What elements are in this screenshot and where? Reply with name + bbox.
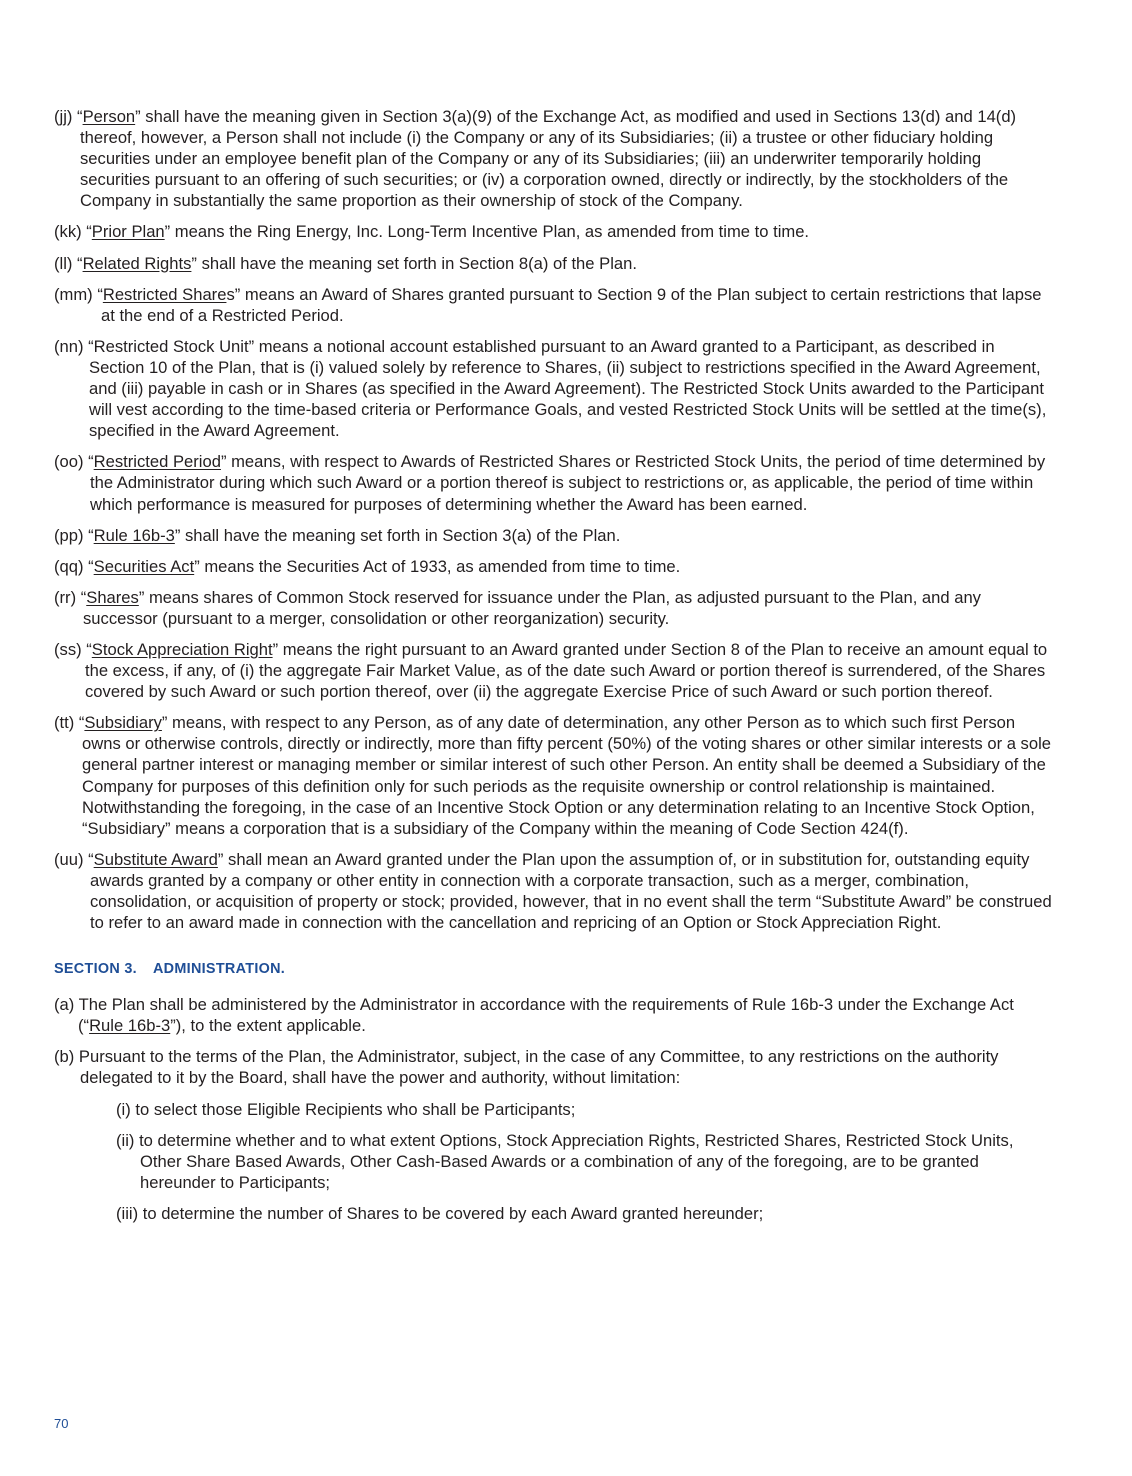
item-label: (b) bbox=[54, 1047, 75, 1067]
defined-term: Shares bbox=[86, 587, 139, 607]
item-label: (pp) bbox=[54, 525, 84, 545]
defined-term: Securities Act bbox=[93, 556, 195, 576]
defined-term: Prior Plan bbox=[91, 222, 165, 242]
defined-term: Rule 16b-3 bbox=[93, 525, 175, 545]
definition-securities-act: (qq) “Securities Act” means the Securities Act of 1933, as amended from time to time. bbox=[54, 556, 681, 576]
definition-related-rights: (ll) “Related Rights” shall have the meaning set forth in Section 8(a) of the Plan. bbox=[54, 253, 637, 273]
section-heading bbox=[54, 961, 1054, 977]
definition-text: means a notional account established pursuant to an Award granted to a Participant, as described in Section 10 of the Plan, that is (i) valued solely by reference to Shares, (ii) subject to restrictions specified in the Award Agreement, and (iii) payable in cash or in Shares (as specified in the Award Agreement). The Restricted Stock Units awarded to the Participant will vest according to the time-based criteria or Performance Goals, and vested Restricted Stock Units will be settled at the time(s), specified in the Award Agreement. bbox=[89, 336, 1047, 441]
section-number: SECTION 3. bbox=[54, 961, 137, 978]
definition-person: (jj) “Person” shall have the meaning given in Section 3(a)(9) of the Exchange Act, as modified and used in Sections 13(d) and 14(d) thereof, however, a Person shall not include (i) the Company or any of its Subsidiaries; (ii) a trustee or other fiduciary holding securities under an employee benefit plan of the Company or any of its Subsidiaries; (iii) an underwriter temporarily holding securities pursuant to an offering of such securities; or (iv) a corporation owned, directly or indirectly, by the stockholders of the Company in substantially the same proportion as their ownership of stock of the Company. bbox=[54, 107, 1017, 211]
definition-text: means, with respect to any Person, as of any date of determination, any other Person as to which such first Person owns or otherwise controls, directly or indirectly, more than fifty percent (50%) of the voting shares or other similar interests or a sole general partner interest or managing member or similar interest of such other Person. An entity shall be deemed a Subsidiary of the Company for purposes of this definition only for such periods as the requisite ownership or control relationship is maintained. Notwithstanding the foregoing, in the case of an Incentive Stock Option or any determination relating to an Incentive Stock Option, “Subsidiary” means a corporation that is a subsidiary of the Company within the meaning of Code Section 424(f). bbox=[82, 713, 1051, 838]
item-label: (kk) bbox=[54, 222, 82, 242]
paragraph-a bbox=[54, 994, 1054, 1036]
definition-prior-plan: (kk) “Prior Plan” means the Ring Energy, Inc. Long-Term Incentive Plan, as amended from time to time. bbox=[54, 222, 810, 242]
page-content bbox=[54, 106, 1054, 1234]
definition-stock-appreciation-right: (ss) “Stock Appreciation Right” means the right pursuant to an Award granted under Section 8 of the Plan to receive an amount equal to the excess, if any, of (i) the aggregate Fair Market Value, as of the date such Award or portion thereof is surrendered, of the Shares covered by such Award or such portion thereof, over (ii) the aggregate Exercise Price of such Award or such portion thereof. bbox=[54, 639, 1048, 702]
subitem-text: to determine whether and to what extent Options, Stock Appreciation Rights, Restricted Shares, Restricted Stock Units, Other Share Based Awards, Other Cash-Based Awards or a combination of any of the foregoing, are to be granted hereunder to Participants; bbox=[139, 1130, 1014, 1192]
item-label: (ll) bbox=[54, 253, 73, 273]
item-label: (jj) bbox=[54, 107, 73, 126]
definition-text: shall have the meaning set forth in Section 8(a) of the Plan. bbox=[196, 253, 637, 273]
definition-text: shall mean an Award granted under the Plan upon the assumption of, or in substitution for, outstanding equity awards granted by a company or other entity in connection with a corporate transaction, such as a merger, combination, consolidation, or acquisition of property or stock; provided, however, that in no event shall the term “Substitute Award” be construed to refer to an award made in connection with the cancellation and repricing of an Option or Stock Appreciation Right. bbox=[90, 849, 1052, 933]
definition-rule-16b-3: (pp) “Rule 16b-3” shall have the meaning set forth in Section 3(a) of the Plan. bbox=[54, 525, 621, 545]
definition-text: shall have the meaning set forth in Section 3(a) of the Plan. bbox=[180, 525, 621, 545]
item-label: (a) bbox=[54, 995, 75, 1015]
subitem-ii bbox=[116, 1130, 1054, 1193]
paragraph-text: Pursuant to the terms of the Plan, the Administrator, subject, in the case of any Committee, to any restrictions on the authority delegated to it by the Board, shall have the power and authority, without limitation: bbox=[78, 1047, 999, 1088]
item-label: (rr) bbox=[54, 587, 77, 607]
item-label: (qq) bbox=[54, 556, 84, 576]
defined-term: Restricted Share bbox=[102, 284, 227, 304]
definition-restricted-stock-unit: (nn) “Restricted Stock Unit” means a notional account established pursuant to an Award granted to a Participant, as described in Section 10 of the Plan, that is (i) valued solely by reference to Shares, (ii) subject to restrictions specified in the Award Agreement, and (iii) payable in cash or in Shares (as specified in the Award Agreement). The Restricted Stock Units awarded to the Participant will vest according to the time-based criteria or Performance Goals, and vested Restricted Stock Units will be settled at the time(s), specified in the Award Agreement. bbox=[54, 336, 1047, 441]
defined-term: Person bbox=[82, 107, 136, 126]
subitem-iii bbox=[116, 1203, 1054, 1224]
defined-term-suffix: s bbox=[226, 284, 235, 304]
definition-shares: (rr) “Shares” means shares of Common Stock reserved for issuance under the Plan, as adjusted pursuant to the Plan, and any successor (pursuant to a merger, consolidation or other reorganization) security. bbox=[54, 587, 981, 628]
definition-subsidiary: (tt) “Subsidiary” means, with respect to any Person, as of any date of determination, any other Person as to which such first Person owns or otherwise controls, directly or indirectly, more than fifty percent (50%) of the voting shares or other similar interests or a sole general partner interest or managing member or similar interest of such other Person. An entity shall be deemed a Subsidiary of the Company for purposes of this definition only for such periods as the requisite ownership or control relationship is maintained. Notwithstanding the foregoing, in the case of an Incentive Stock Option or any determination relating to an Incentive Stock Option, “Subsidiary” means a corporation that is a subsidiary of the Company within the meaning of Code Section 424(f). bbox=[54, 713, 1051, 838]
definition-substitute-award: (uu) “Substitute Award” shall mean an Award granted under the Plan upon the assumption of, or in substitution for, outstanding equity awards granted by a company or other entity in connection with a corporate transaction, such as a merger, combination, consolidation, or acquisition of property or stock; provided, however, that in no event shall the term “Substitute Award” be construed to refer to an award made in connection with the cancellation and repricing of an Option or Stock Appreciation Right. bbox=[54, 849, 1052, 933]
definition-restricted-period: (oo) “Restricted Period” means, with respect to Awards of Restricted Shares or Restricted Stock Units, the period of time determined by the Administrator during which such Award or a portion thereof is subject to restrictions or, as applicable, the period of time within which performance is measured for purposes of determining whether the Award has been earned. bbox=[54, 452, 1046, 514]
paragraph-text: The Plan shall be administered by the Administrator in accordance with the requirements of Rule 16b-3 under the Exchange Act (“ bbox=[78, 995, 1014, 1036]
definition-text: means the Ring Energy, Inc. Long-Term Incentive Plan, as amended from time to time. bbox=[170, 222, 810, 242]
definition-text: means, with respect to Awards of Restricted Shares or Restricted Stock Units, the period of time determined by the Administrator during which such Award or a portion thereof is subject to restrictions or, as applicable, the period of time within which performance is measured for purposes of determining whether the Award has been earned. bbox=[90, 452, 1046, 514]
defined-term: Subsidiary bbox=[84, 713, 162, 733]
definition-text: means an Award of Shares granted pursuant to Section 9 of the Plan subject to certain restrictions that lapse at the end of a Restricted Period. bbox=[101, 284, 1042, 325]
item-label: (ii) bbox=[116, 1130, 135, 1150]
paragraph-text-end: ”), to the extent applicable. bbox=[170, 1016, 366, 1036]
definition-text: means the Securities Act of 1933, as amended from time to time. bbox=[199, 556, 681, 576]
item-label: (oo) bbox=[54, 452, 84, 472]
item-label: (tt) bbox=[54, 713, 75, 733]
definition-text: means shares of Common Stock reserved for issuance under the Plan, as adjusted pursuant to the Plan, and any successor (pursuant to a merger, consolidation or other reorganization) security. bbox=[83, 587, 981, 628]
item-label: (iii) bbox=[116, 1203, 139, 1223]
definition-restricted-shares: (mm) “Restricted Shares” means an Award of Shares granted pursuant to Section 9 of the Plan subject to certain restrictions that lapse at the end of a Restricted Period. bbox=[54, 284, 1042, 325]
defined-term: Restricted Period bbox=[93, 452, 221, 472]
section-title: ADMINISTRATION. bbox=[152, 961, 286, 978]
definition-text: shall have the meaning given in Section 3(a)(9) of the Exchange Act, as modified and used in Sections 13(d) and 14(d) thereof, however, a Person shall not include (i) the Company or any of its Subsidiaries; (ii) a trustee or other fiduciary holding securities under an employee benefit plan of the Company or any of its Subsidiaries; (iii) an underwriter temporarily holding securities pursuant to an offering of such securities; or (iv) a corporation owned, directly or indirectly, by the stockholders of the Company in substantially the same proportion as their ownership of stock of the Company. bbox=[80, 107, 1017, 211]
subitem-text: to determine the number of Shares to be covered by each Award granted hereunder; bbox=[142, 1203, 764, 1223]
subitem-text: to select those Eligible Recipients who shall be Participants; bbox=[135, 1099, 576, 1119]
defined-term: Substitute Award bbox=[93, 849, 218, 869]
defined-term: Restricted Stock Unit bbox=[93, 336, 249, 356]
subitem-i bbox=[116, 1099, 1054, 1120]
defined-term: Rule 16b-3 bbox=[89, 1016, 171, 1036]
definition-text: means the right pursuant to an Award granted under Section 8 of the Plan to receive an amount equal to the excess, if any, of (i) the aggregate Fair Market Value, as of the date such Award or portion thereof is surrendered, of the Shares covered by such Award or such portion thereof, over (ii) the aggregate Exercise Price of such Award or such portion thereof. bbox=[85, 639, 1048, 702]
defined-term: Stock Appreciation Right bbox=[91, 639, 273, 659]
item-label: (mm) bbox=[54, 284, 93, 304]
item-label: (nn) bbox=[54, 336, 84, 356]
page-number: 70 bbox=[54, 1416, 69, 1431]
defined-term: Related Rights bbox=[82, 253, 192, 273]
paragraph-b bbox=[54, 1046, 1054, 1088]
item-label: (i) bbox=[116, 1099, 131, 1119]
item-label: (ss) bbox=[54, 639, 82, 659]
item-label: (uu) bbox=[54, 849, 84, 869]
